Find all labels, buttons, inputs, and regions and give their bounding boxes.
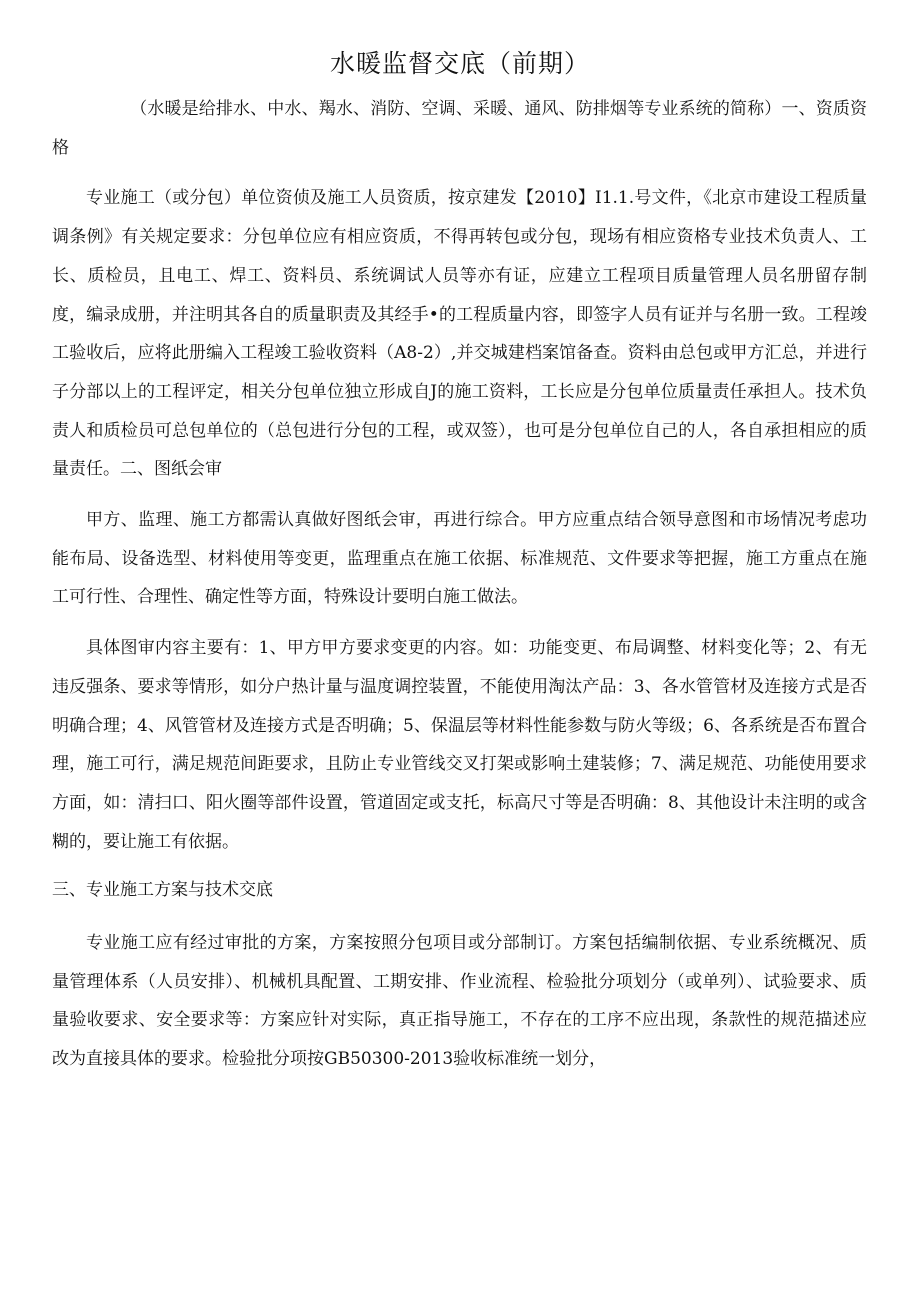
paragraph-review-items: 具体图审内容主要有：1、甲方甲方要求变更的内容。如：功能变更、布局调整、材料变化等；2、有无违反强条、要求等情形，如分户热计量与温度调控装置，不能使用淘汰产品：3、各水管管材及连接方式是否明确合理；4、风管管材及连接方式是否明确；5、保温层等材料性能参数与防火等级；6、各系统是否布置合理，施工可行，满足规范间距要求，且防止专业管线交叉打架或影响土建装修；7、满足规范、功能使用要求方面，如：清扫口、阳火圈等部件设置，管道固定或支托，标高尺寸等是否明确：8、其他设计未注明的或含糊的，要让施工有依据。 — [52, 638, 867, 852]
paragraph-drawing-review: 甲方、监理、施工方都需认真做好图纸会审，再进行综合。甲方应重点结合领导意图和市场情况考虑功能布局、设备选型、材料使用等变更，监理重点在施工依据、标准规范、文件要求等把握，施工方重点在施工可行性、合理性、确定性等方面，特殊设计要明白施工做法。 — [52, 510, 867, 608]
document-title: 水暖监督交底（前期） — [329, 49, 590, 78]
paragraph-intro: （水暖是给排水、中水、羯水、消防、空调、采暖、通风、防排烟等专业系统的简称）一、资质资格 — [52, 99, 867, 158]
paragraph-construction-plan: 专业施工应有经过审批的方案，方案按照分包项目或分部制订。方案包括编制依据、专业系统概况、质量管理体系（人员安排）、机械机具配置、工期安排、作业流程、检验批分项划分（或单列）、试验要求、质量验收要求、安全要求等：方案应针对实际，真正指导施工，不存在的工序不应出现，条款性的规范描述应改为直接具体的要求。检验批分项按GB50300-2013验收标准统一划分， — [52, 933, 867, 1070]
section-heading-construction-plan: 三、专业施工方案与技术交底 — [52, 880, 273, 901]
paragraph-qualifications: 专业施工（或分包）单位资侦及施工人员资质，按京建发【2010】I1.1.号文件，《北京市建设工程质量调条例》有关规定要求：分包单位应有相应资质，不得再转包或分包，现场有相应资格专业技术负责人、工长、质检员，且电工、焊工、资料员、系统调试人员等亦有证，应建立工程项目质量管理人员名册留存制度，编录成册，并注明其各自的质量职责及其经手•的工程质量内容，即签字人员有证并与名册一致。工程竣工验收后，应将此册编入工程竣工验收资料（A8-2）,并交城建档案馆备查。资料由总包或甲方汇总，并进行子分部以上的工程评定，相关分包单位独立形成自J的施工资料，工长应是分包单位质量责任承担人。技术负责人和质检员可总包单位的（总包进行分包的工程，或双签），也可是分包单位自己的人，各自承担相应的质量责任。二、图纸会审 — [52, 188, 867, 480]
document-body — [52, 90, 867, 1079]
